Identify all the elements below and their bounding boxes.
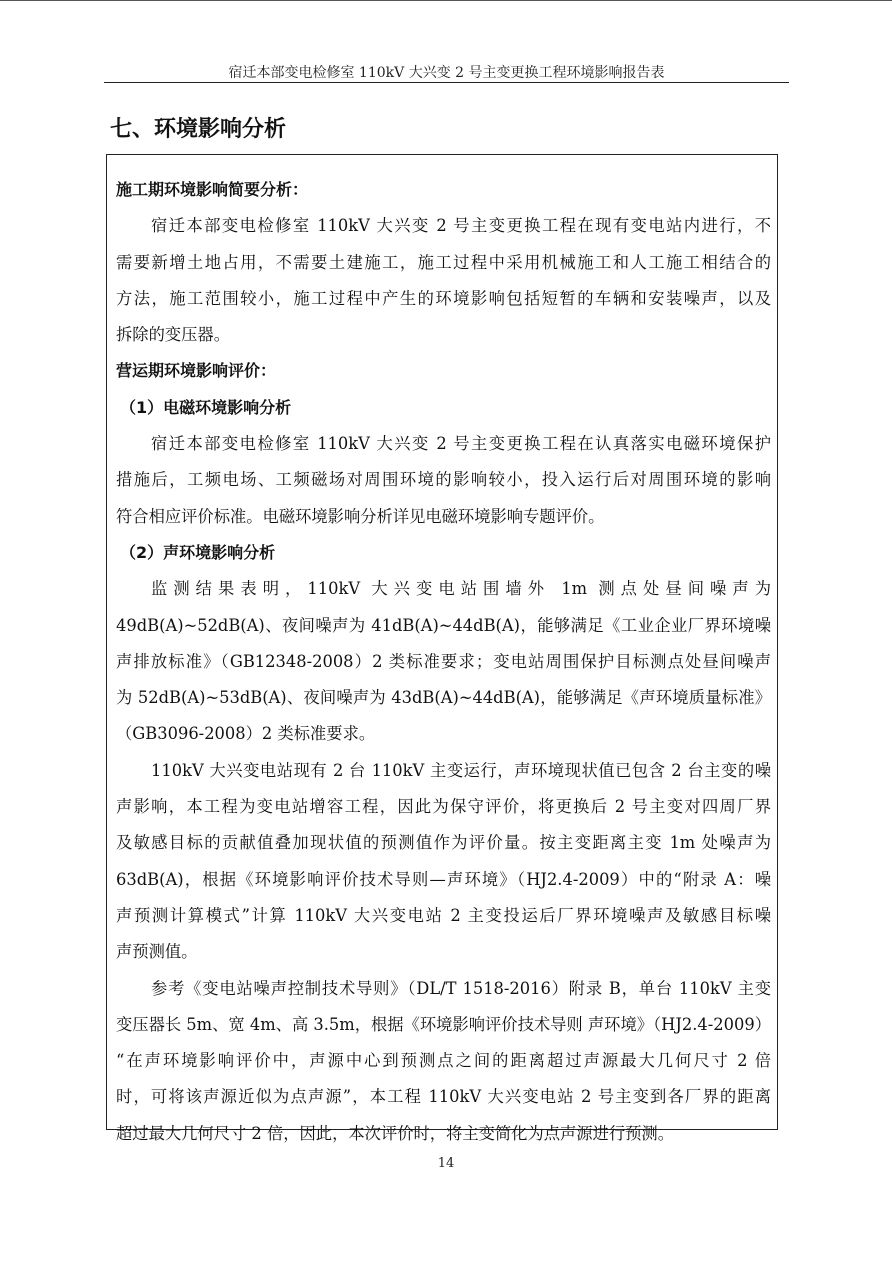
paragraph-line: 及敏感目标的贡献值叠加现状值的预测值作为评价量。按主变距离主变 1m 处噪声为 bbox=[116, 833, 771, 853]
paragraph-line: “在声环境影响评价中，声源中心到预测点之间的距离超过声源最大几何尺寸 2 倍 bbox=[116, 1051, 771, 1071]
content-box bbox=[106, 154, 778, 1143]
page-header: 宿迁本部变电检修室 110kV 大兴变 2 号主变更换工程环境影响报告表 bbox=[228, 65, 665, 81]
paragraph-line: 声预测计算模式”计算 110kV 大兴变电站 2 主变投运后厂界环境噪声及敏感目标噪 bbox=[116, 905, 771, 925]
paragraph-line: 110kV 大兴变电站现有 2 台 110kV 主变运行，声环境现状值已包含 2 台主变的噪 bbox=[151, 760, 771, 780]
paragraph-line: 49dB(A)~52dB(A)、夜间噪声为 41dB(A)~44dB(A)，能够满足《工业企业厂界环境噪 bbox=[116, 615, 771, 635]
paragraph-line: 声预测值。 bbox=[116, 942, 198, 962]
page-top-border bbox=[0, 0, 892, 1]
paragraph-line: 符合相应评价标准。电磁环境影响分析详见电磁环境影响专题评价。 bbox=[116, 506, 605, 526]
paragraph-line: 超过最大几何尺寸 2 倍，因此，本次评价时，将主变简化为点声源进行预测。 bbox=[116, 1123, 674, 1143]
paragraph-line: （GB3096-2008）2 类标准要求。 bbox=[116, 724, 376, 744]
paragraph-line: 变压器长 5m、宽 4m、高 3.5m，根据《环境影响评价技术导则 声环境》（HJ2.4-2009） bbox=[116, 1014, 771, 1034]
paragraph-line: 方法，施工范围较小，施工过程中产生的环境影响包括短暂的车辆和安装噪声，以及 bbox=[116, 288, 771, 308]
page-number: 14 bbox=[437, 1156, 455, 1171]
paragraph-line: 需要新增土地占用，不需要土建施工，施工过程中采用机械施工和人工施工相结合的 bbox=[116, 252, 771, 272]
paragraph-line: 宿迁本部变电检修室 110kV 大兴变 2 号主变更换工程在现有变电站内进行，不 bbox=[151, 216, 771, 236]
paragraph-line: 拆除的变压器。 bbox=[116, 325, 230, 345]
header-rule bbox=[104, 82, 789, 83]
electromagnetic-heading: （1）电磁环境影响分析 bbox=[120, 397, 292, 417]
paragraph-line: 参考《变电站噪声控制技术导则》（DL/T 1518-2016）附录 B，单台 110kV 主变 bbox=[151, 978, 771, 998]
paragraph-line: 声影响，本工程为变电站增容工程，因此为保守评价，将更换后 2 号主变对四周厂界 bbox=[116, 797, 771, 817]
paragraph-line: 为 52dB(A)~53dB(A)、夜间噪声为 43dB(A)~44dB(A)，能够满足《声环境质量标准》 bbox=[116, 688, 771, 708]
paragraph-line: 宿迁本部变电检修室 110kV 大兴变 2 号主变更换工程在认真落实电磁环境保护 bbox=[151, 434, 771, 454]
paragraph-line: 时，可将该声源近似为点声源”，本工程 110kV 大兴变电站 2 号主变到各厂界的距离 bbox=[116, 1087, 771, 1107]
paragraph-line: 声排放标准》（GB12348-2008）2 类标准要求；变电站周围保护目标测点处昼间噪声 bbox=[116, 651, 771, 671]
content-body bbox=[116, 172, 771, 1152]
acoustic-heading: （2）声环境影响分析 bbox=[120, 542, 276, 562]
paragraph-line: 监测结果表明，110kV 大兴变电站围墙外 1m 测点处昼间噪声为 bbox=[151, 579, 771, 599]
paragraph-line: 63dB(A)，根据《环境影响评价技术导则—声环境》（HJ2.4-2009）中的“附录 A：噪 bbox=[116, 869, 771, 889]
paragraph-line: 措施后，工频电场、工频磁场对周围环境的影响较小，投入运行后对周围环境的影响 bbox=[116, 470, 771, 490]
operation-heading: 营运期环境影响评价： bbox=[116, 361, 277, 381]
construction-heading: 施工期环境影响简要分析： bbox=[116, 180, 309, 199]
section-title: 七、环境影响分析 bbox=[110, 117, 287, 142]
